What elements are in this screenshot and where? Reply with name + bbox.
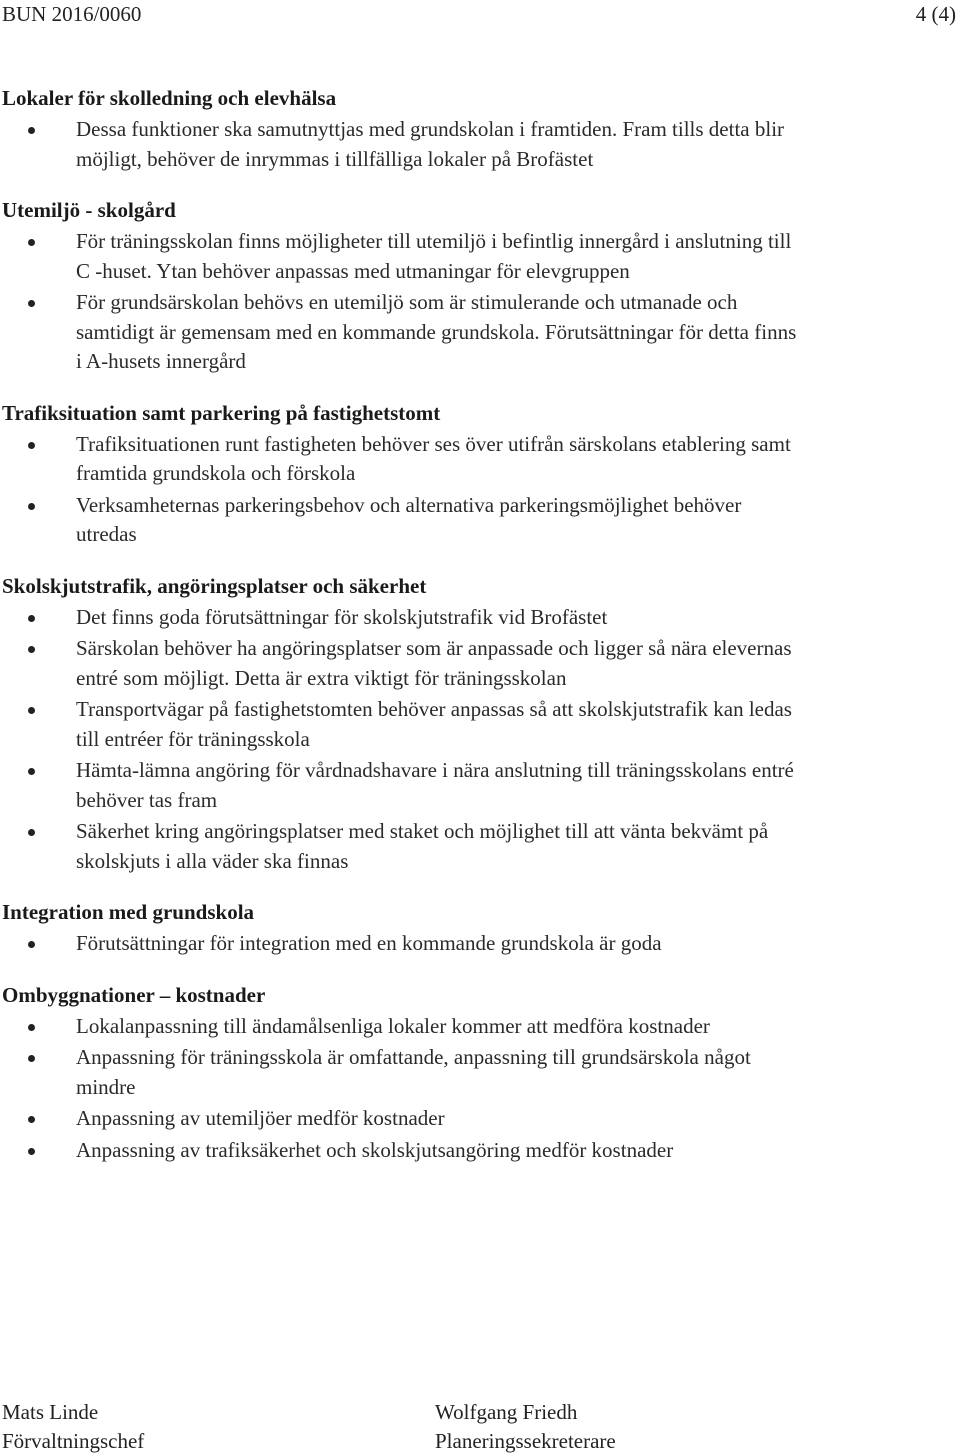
list-item: Särskolan behöver ha angöringsplatser som är anpassade och ligger så nära elevernas entré som möjligt. Detta är extra viktigt för träningsskolan bbox=[2, 634, 802, 693]
section-utemiljo bbox=[2, 196, 802, 377]
signature-block-left bbox=[2, 1398, 144, 1456]
list-item: Det finns goda förutsättningar för skolskjutstrafik vid Brofästet bbox=[2, 603, 802, 633]
document-body bbox=[2, 84, 802, 1187]
list-item: Hämta-lämna angöring för vårdnadshavare i nära anslutning till träningsskolans entré behöver tas fram bbox=[2, 756, 802, 815]
bullet-list bbox=[2, 929, 802, 959]
page-number: 4 (4) bbox=[915, 2, 956, 26]
bullet-list bbox=[2, 603, 802, 877]
document-reference: BUN 2016/0060 bbox=[2, 2, 142, 26]
list-item: För träningsskolan finns möjligheter till utemiljö i befintlig innergård i anslutning till C -huset. Ytan behöver anpassas med utmaningar för elevgruppen bbox=[2, 227, 802, 286]
bullet-list bbox=[2, 1012, 802, 1166]
signature-block-right bbox=[435, 1398, 616, 1456]
bullet-list bbox=[2, 115, 802, 174]
bullet-list bbox=[2, 430, 802, 550]
section-heading: Ombyggnationer – kostnader bbox=[2, 982, 266, 1007]
signatory-title: Förvaltningschef bbox=[2, 1429, 145, 1453]
list-item: Anpassning av utemiljöer medför kostnader bbox=[2, 1104, 802, 1134]
section-lokaler bbox=[2, 84, 802, 174]
bullet-list bbox=[2, 227, 802, 377]
section-heading: Utemiljö - skolgård bbox=[2, 198, 176, 222]
section-ombyggnationer bbox=[2, 981, 802, 1166]
section-skolskjuts bbox=[2, 572, 802, 877]
list-item: Anpassning av trafiksäkerhet och skolskjutsangöring medför kostnader bbox=[2, 1136, 802, 1166]
section-heading: Trafiksituation samt parkering på fastighetstomt bbox=[2, 400, 441, 425]
list-item: Trafiksituationen runt fastigheten behöver ses över utifrån särskolans etablering samt framtida grundskola och förskola bbox=[2, 430, 802, 489]
section-heading: Integration med grundskola bbox=[2, 900, 255, 924]
signatory-title: Planeringssekreterare bbox=[435, 1429, 616, 1453]
list-item: För grundsärskolan behövs en utemiljö som är stimulerande och utmanade och samtidigt är gemensam med en kommande grundskola. Förutsättningar för detta finns i A-husets innergård bbox=[2, 288, 802, 377]
section-heading: Lokaler för skolledning och elevhälsa bbox=[2, 86, 337, 110]
section-heading: Skolskjutstrafik, angöringsplatser och säkerhet bbox=[2, 573, 427, 598]
signatory-name: Mats Linde bbox=[2, 1400, 99, 1424]
list-item: Transportvägar på fastighetstomten behöver anpassas så att skolskjutstrafik kan ledas till entréer för träningsskola bbox=[2, 695, 802, 754]
signatory-name: Wolfgang Friedh bbox=[435, 1400, 578, 1424]
list-item: Dessa funktioner ska samutnyttjas med grundskolan i framtiden. Fram tills detta blir möjligt, behöver de inrymmas i tillfälliga lokaler på Brofästet bbox=[2, 115, 802, 174]
list-item: Verksamheternas parkeringsbehov och alternativa parkeringsmöjlighet behöver utredas bbox=[2, 491, 802, 550]
page-header bbox=[2, 0, 956, 30]
list-item: Säkerhet kring angöringsplatser med staket och möjlighet till att vänta bekvämt på skolskjuts i alla väder ska finnas bbox=[2, 817, 802, 876]
list-item: Förutsättningar för integration med en kommande grundskola är goda bbox=[2, 929, 802, 959]
list-item: Anpassning för träningsskola är omfattande, anpassning till grundsärskola något mindre bbox=[2, 1043, 802, 1102]
section-integration bbox=[2, 898, 802, 959]
section-trafiksituation bbox=[2, 399, 802, 550]
list-item: Lokalanpassning till ändamålsenliga lokaler kommer att medföra kostnader bbox=[2, 1012, 802, 1042]
